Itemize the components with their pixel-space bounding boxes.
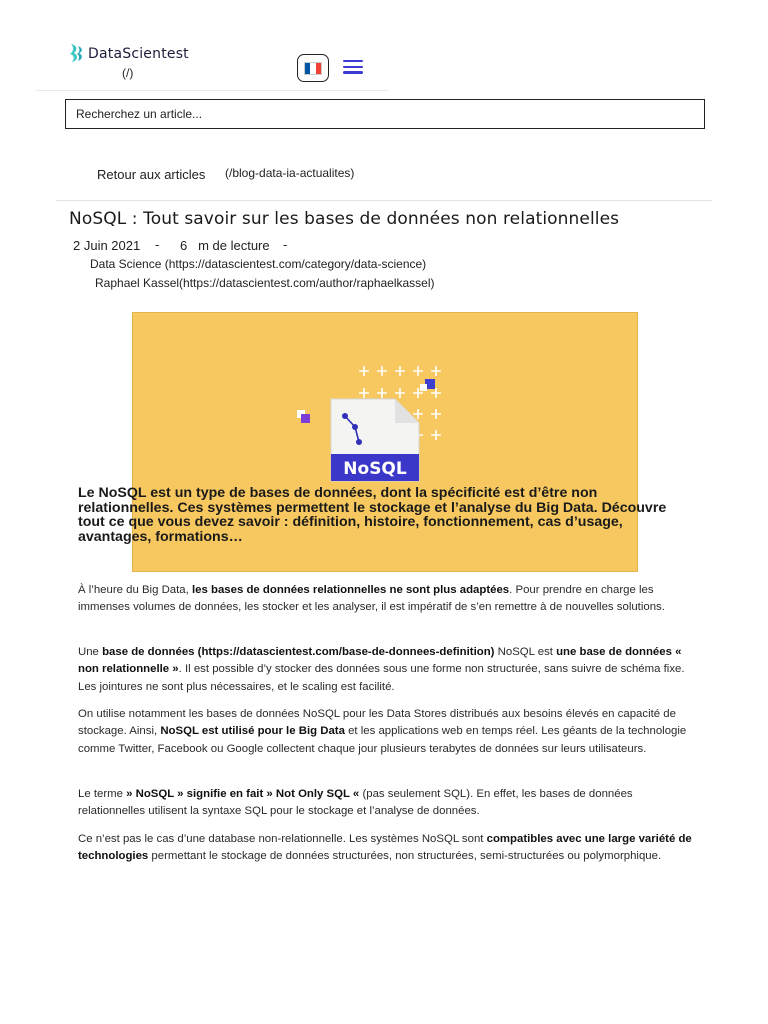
meta-separator: -: [283, 237, 288, 252]
french-flag-icon: [304, 62, 322, 75]
body-paragraph: [78, 706, 698, 758]
menu-bar: [343, 71, 363, 73]
menu-bar: [343, 60, 363, 62]
text-run: . Pour prendre en charge les immenses volumes de données, les stocker et les analyser, il est impératif de s’en remettre à de nouvelles solutions.: [78, 584, 665, 614]
datascientest-logo-icon: [68, 42, 86, 64]
bold-text: compatibles avec une large variété de technologies: [78, 833, 692, 863]
database-definition-link[interactable]: base de données (https://datascientest.com/base-de-donnees-definition): [102, 646, 495, 658]
flag-stripe-red: [316, 63, 321, 74]
read-time: [180, 238, 270, 253]
read-time-unit: m de lecture: [198, 238, 270, 253]
text-run: On utilise notamment les bases de données NoSQL pour les Data Stores distribués aux besoins élevés en capacité de stockage. Ainsi,: [78, 708, 676, 738]
text-run: Une: [78, 646, 103, 658]
bold-text: une base de données « non relationnelle »: [78, 646, 682, 676]
bold-text: NoSQL est utilisé pour le Big Data: [160, 725, 345, 738]
article-intro: Le NoSQL est un type de bases de données, dont la spécificité est d’être non relationnelles. Ces systèmes permettent le stockage et l’analyse du Big Data. Découvre tout ce que vous devez savoir : définition, histoire, fonctionnement, cas d’usage, avantages, formations…: [78, 485, 667, 545]
nosql-badge-text: NoSQL: [343, 459, 407, 479]
text-run: (pas seulement SQL). En effet, les bases de données relationnelles utilisent la syntaxe SQL pour le stockage et l’analyse de données.: [78, 788, 633, 818]
text-run: À l’heure du Big Data,: [78, 584, 192, 596]
body-paragraph: [78, 786, 698, 821]
article-date: 2 Juin 2021: [73, 238, 141, 253]
logo-link-text[interactable]: (/): [122, 66, 134, 80]
text-run: Ce n’est pas le cas d’une database non-relationnelle. Les systèmes NoSQL sont: [78, 833, 487, 845]
category-link[interactable]: Data Science (https://datascientest.com/category/data-science): [90, 257, 427, 271]
bold-text: » NoSQL » signifie en fait » Not Only SQL «: [126, 788, 363, 800]
meta-separator: -: [155, 237, 160, 252]
hamburger-menu-icon[interactable]: [343, 60, 363, 76]
section-divider: [56, 200, 712, 201]
site-logo[interactable]: [68, 42, 268, 82]
body-paragraph: [78, 582, 698, 617]
header-divider: [36, 90, 388, 91]
bold-text: les bases de données relationnelles ne sont plus adaptées: [191, 584, 510, 596]
language-switch-button[interactable]: [297, 54, 329, 82]
text-run: Le terme: [78, 788, 127, 800]
article-title: NoSQL : Tout savoir sur les bases de données non relationnelles: [69, 209, 620, 229]
document-icon: [331, 399, 419, 481]
search-input[interactable]: [66, 100, 704, 128]
logo-text: DataScientest: [88, 46, 189, 62]
author-link[interactable]: Raphael Kassel(https://datascientest.com/author/raphaelkassel): [95, 276, 435, 290]
text-run: permettant le stockage de données structurées, non structurées, semi-structurées ou polymorphique.: [148, 850, 662, 863]
body-paragraph: [78, 644, 698, 696]
menu-bar: [343, 66, 363, 68]
search-box[interactable]: [65, 99, 705, 129]
read-time-value: 6: [180, 238, 188, 253]
body-paragraph: [78, 831, 698, 866]
text-run: et les applications web en temps réel. Les géants de la technologie comme Twitter, Facebook ou Google collectent chaque jour plusieurs terabytes de données sur leurs utilisateurs.: [78, 725, 687, 755]
back-to-articles-link[interactable]: Retour aux articles: [97, 167, 206, 182]
back-to-articles-url[interactable]: (/blog-data-ia-actualites): [225, 166, 355, 180]
text-run: . Il est possible d’y stocker des données sous une forme non structurée, sans suivre de schéma fixe. Les jointures ne sont plus nécessaires, et le scaling est facilité.: [78, 663, 685, 693]
text-run: NoSQL est: [494, 646, 557, 658]
